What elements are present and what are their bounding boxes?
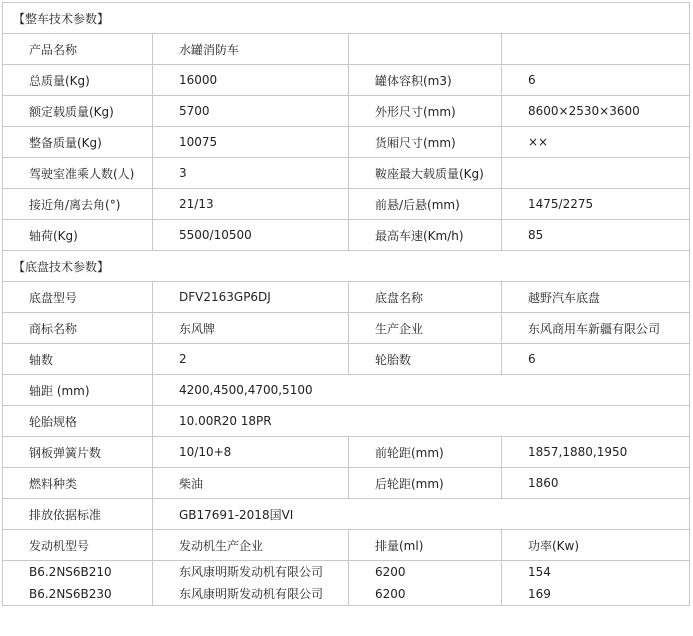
cell-value: 6 — [502, 65, 690, 96]
engine-model: B6.2NS6B210 — [29, 565, 112, 579]
section-header-chassis — [3, 251, 690, 282]
cell-value: 4200,4500,4700,5100 — [153, 375, 690, 406]
spec-table — [2, 2, 690, 606]
cell-label: 排放依据标准 — [3, 499, 153, 530]
cell-value — [502, 158, 690, 189]
cell-label: 前轮距(mm) — [349, 437, 502, 468]
cell-value: 85 — [502, 220, 690, 251]
cell-label: 驾驶室准乘人数(人) — [3, 158, 153, 189]
cell-label: 总质量(Kg) — [3, 65, 153, 96]
cell-value: 1857,1880,1950 — [502, 437, 690, 468]
cell-label: 轮胎规格 — [3, 406, 153, 437]
section-title-vehicle: 【整车技术参数】 — [3, 3, 690, 34]
cell-value: 10/10+8 — [153, 437, 349, 468]
table-row — [3, 468, 690, 499]
cell-label: 货厢尺寸(mm) — [349, 127, 502, 158]
cell-value: ×× — [502, 127, 690, 158]
cell-value: 东风商用车新疆有限公司 — [502, 313, 690, 344]
cell-value: 5700 — [153, 96, 349, 127]
cell-label: 最高车速(Km/h) — [349, 220, 502, 251]
cell-label: 轴距 (mm) — [3, 375, 153, 406]
cell-label: 接近角/离去角(°) — [3, 189, 153, 220]
engine-displacement: 6200 — [375, 565, 406, 579]
cell-label: 燃料种类 — [3, 468, 153, 499]
engine-maker: 东风康明斯发动机有限公司 — [179, 565, 324, 579]
engine-model: B6.2NS6B230 — [29, 587, 112, 601]
engine-header-displacement: 排量(ml) — [349, 530, 502, 561]
cell-label: 轮胎数 — [349, 344, 502, 375]
engine-models-cell — [3, 561, 153, 606]
table-row-wheelbase — [3, 375, 690, 406]
table-row — [3, 127, 690, 158]
cell-label: 产品名称 — [3, 34, 153, 65]
cell-value — [502, 34, 690, 65]
cell-value: GB17691-2018国VI — [153, 499, 690, 530]
engine-header-model: 发动机型号 — [3, 530, 153, 561]
table-row — [3, 220, 690, 251]
cell-label: 后轮距(mm) — [349, 468, 502, 499]
table-row-tire-spec — [3, 406, 690, 437]
cell-value: 柴油 — [153, 468, 349, 499]
cell-label: 轴荷(Kg) — [3, 220, 153, 251]
section-header-vehicle — [3, 3, 690, 34]
spec-table-body — [3, 3, 690, 606]
cell-value: 水罐消防车 — [153, 34, 349, 65]
cell-label: 前悬/后悬(mm) — [349, 189, 502, 220]
engine-header-row — [3, 530, 690, 561]
cell-label: 底盘名称 — [349, 282, 502, 313]
cell-label: 外形尺寸(mm) — [349, 96, 502, 127]
table-row — [3, 96, 690, 127]
cell-value: 10.00R20 18PR — [153, 406, 690, 437]
cell-label: 商标名称 — [3, 313, 153, 344]
table-row — [3, 437, 690, 468]
cell-value: 3 — [153, 158, 349, 189]
table-row — [3, 158, 690, 189]
table-row — [3, 313, 690, 344]
cell-value: 16000 — [153, 65, 349, 96]
cell-value: 1860 — [502, 468, 690, 499]
cell-label: 整备质量(Kg) — [3, 127, 153, 158]
cell-value: DFV2163GP6DJ — [153, 282, 349, 313]
cell-value: 21/13 — [153, 189, 349, 220]
table-row — [3, 65, 690, 96]
engine-makers-cell — [153, 561, 349, 606]
engine-power: 169 — [528, 587, 551, 601]
cell-label: 生产企业 — [349, 313, 502, 344]
engine-list-row — [3, 561, 690, 606]
cell-value: 越野汽车底盘 — [502, 282, 690, 313]
cell-label: 额定载质量(Kg) — [3, 96, 153, 127]
cell-label: 鞍座最大载质量(Kg) — [349, 158, 502, 189]
cell-value: 6 — [502, 344, 690, 375]
section-title-chassis: 【底盘技术参数】 — [3, 251, 690, 282]
cell-value: 8600×2530×3600 — [502, 96, 690, 127]
cell-value: 1475/2275 — [502, 189, 690, 220]
cell-value: 10075 — [153, 127, 349, 158]
engine-power: 154 — [528, 565, 551, 579]
engine-header-maker: 发动机生产企业 — [153, 530, 349, 561]
engine-maker: 东风康明斯发动机有限公司 — [179, 587, 324, 601]
cell-label: 罐体容积(m3) — [349, 65, 502, 96]
cell-label: 轴数 — [3, 344, 153, 375]
table-row — [3, 282, 690, 313]
cell-label: 底盘型号 — [3, 282, 153, 313]
cell-label: 钢板弹簧片数 — [3, 437, 153, 468]
engine-header-power: 功率(Kw) — [502, 530, 690, 561]
cell-value: 东风牌 — [153, 313, 349, 344]
cell-label — [349, 34, 502, 65]
table-row — [3, 344, 690, 375]
table-row-emission — [3, 499, 690, 530]
cell-value: 5500/10500 — [153, 220, 349, 251]
engine-displacement: 6200 — [375, 587, 406, 601]
engine-power-cell — [502, 561, 690, 606]
table-row — [3, 34, 690, 65]
table-row — [3, 189, 690, 220]
cell-value: 2 — [153, 344, 349, 375]
engine-displacement-cell — [349, 561, 502, 606]
